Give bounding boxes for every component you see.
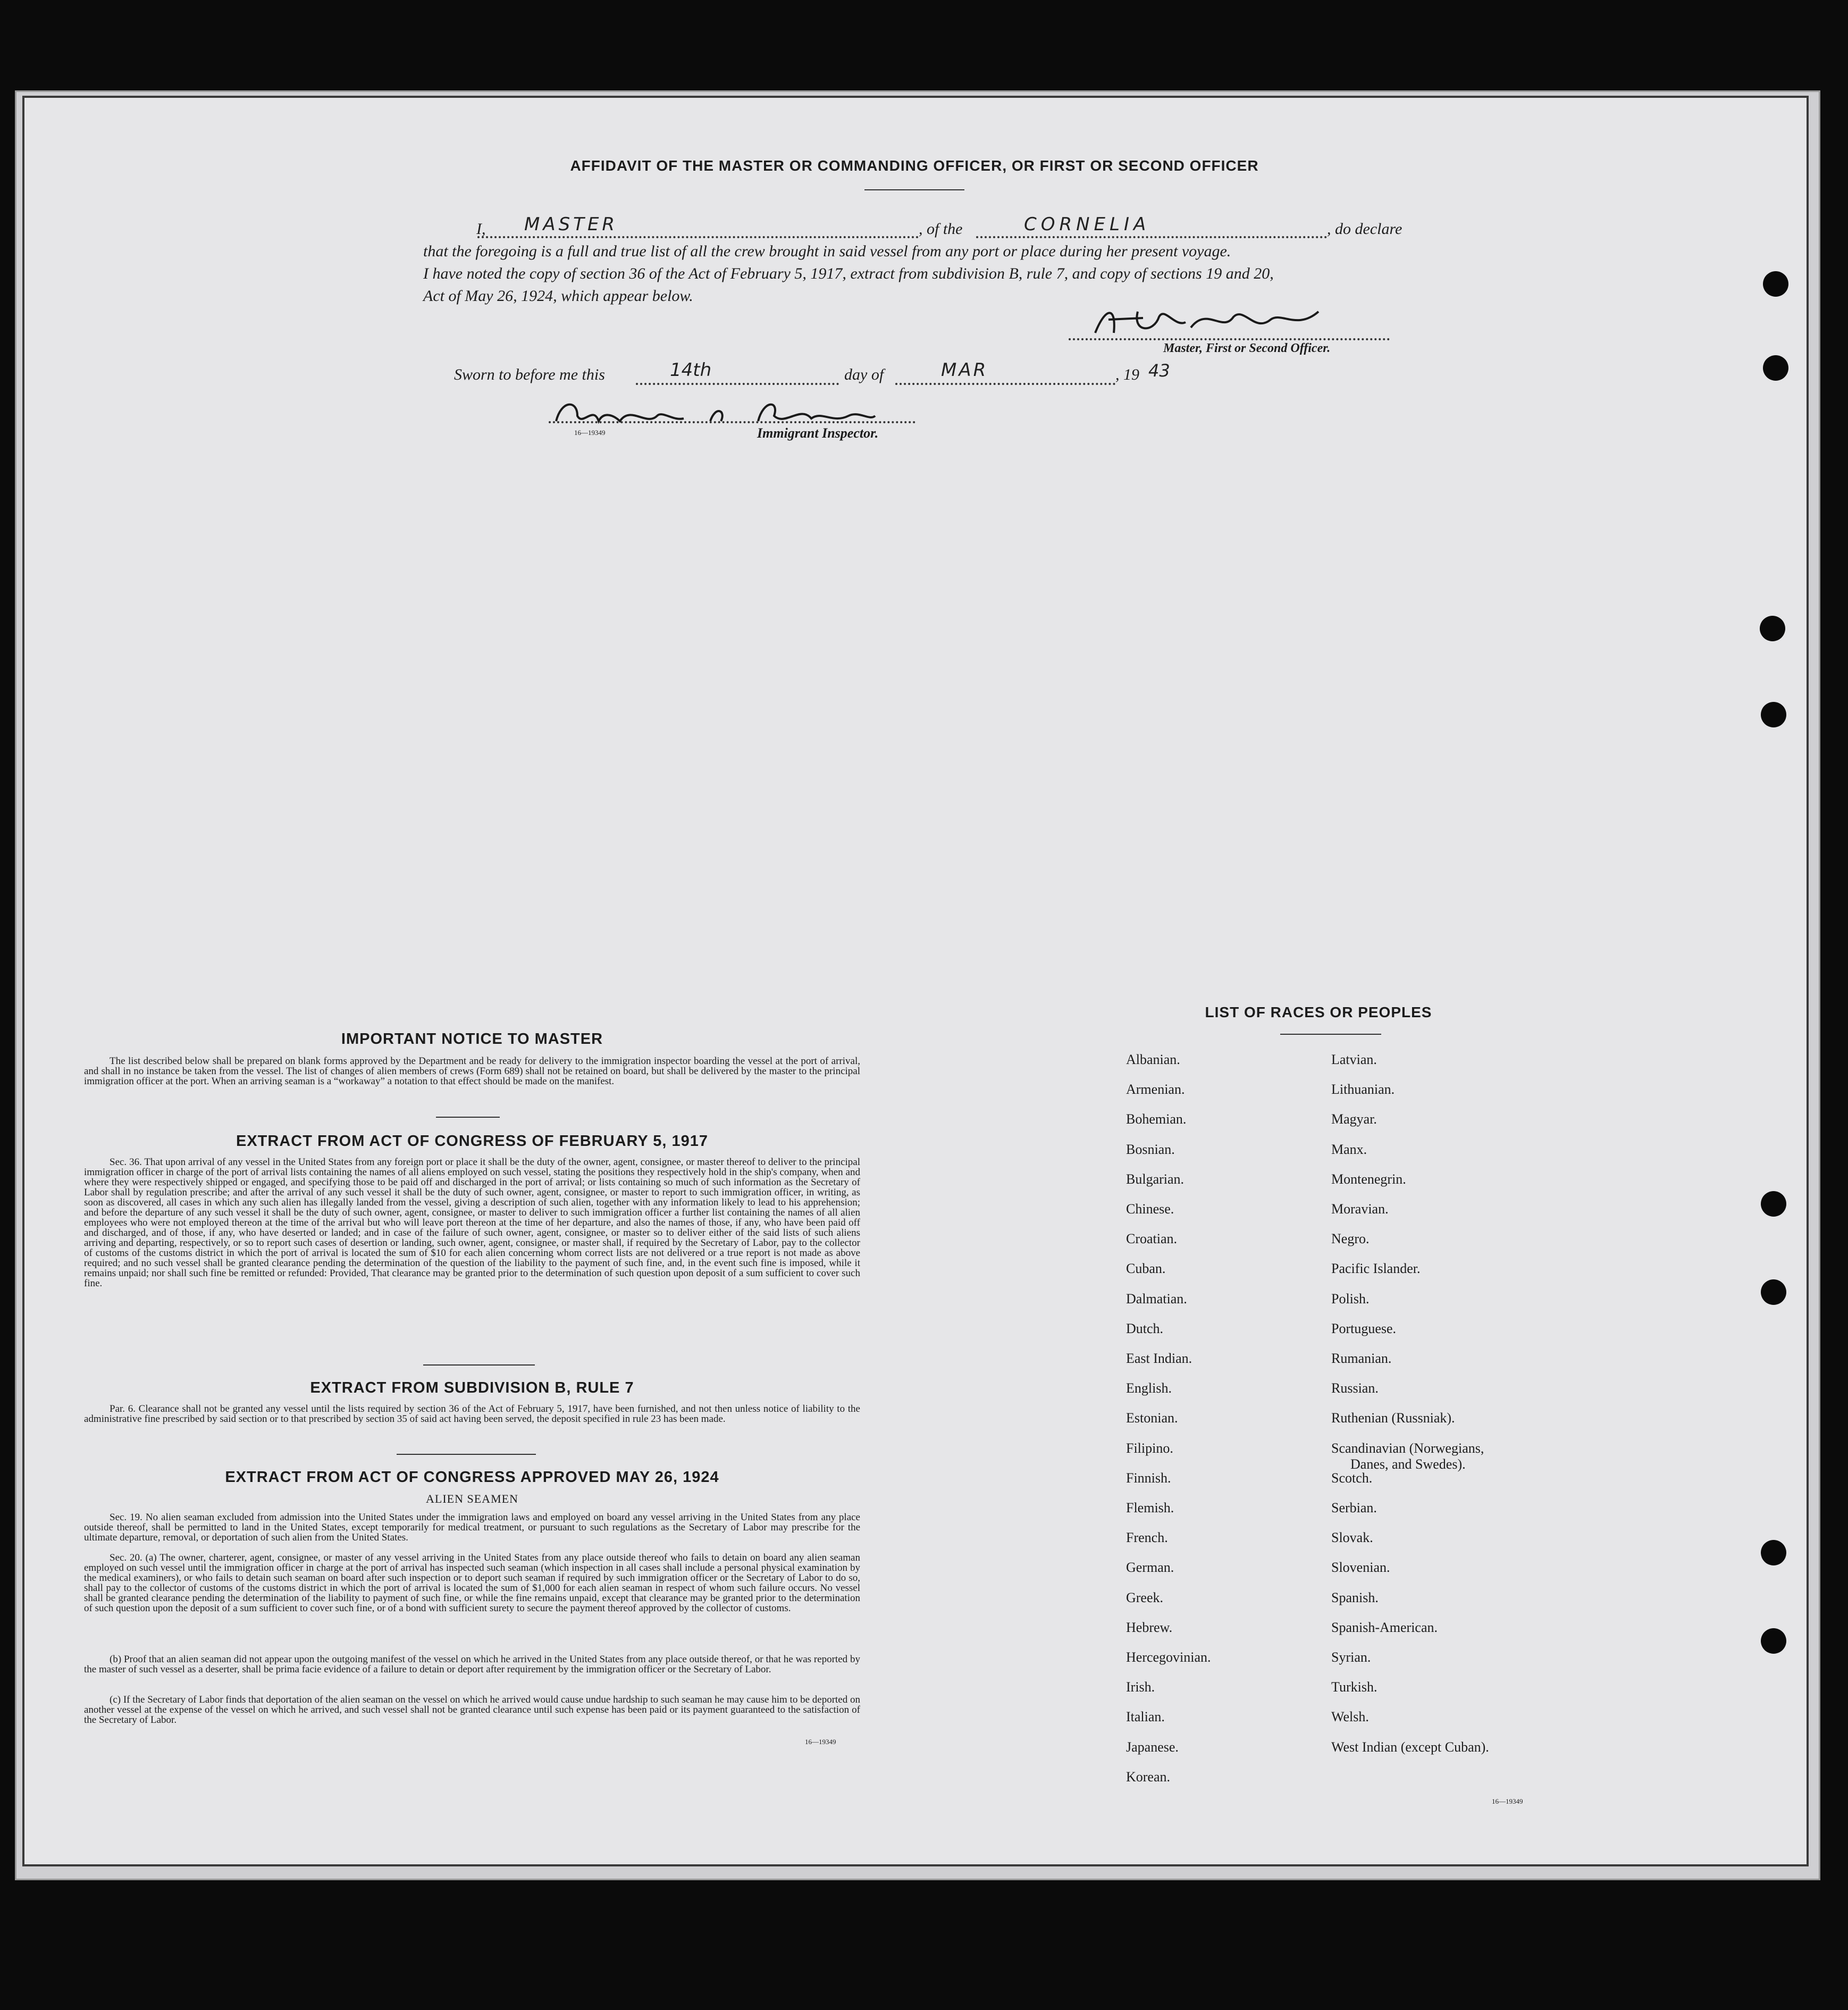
divider — [864, 189, 964, 190]
race-item: Ruthenian (Russniak). — [1331, 1410, 1455, 1426]
officer-label: Master, First or Second Officer. — [1163, 341, 1331, 355]
race-item: Finnish. — [1126, 1470, 1171, 1486]
punch-hole — [1761, 1628, 1786, 1654]
punch-hole — [1760, 616, 1785, 641]
race-item: Flemish. — [1126, 1500, 1174, 1515]
year-prefix: , 19 — [1115, 366, 1139, 383]
vessel-field-line — [976, 236, 1327, 238]
race-item: Italian. — [1126, 1709, 1165, 1725]
extract-1924-title: EXTRACT FROM ACT OF CONGRESS APPROVED MAY 26, 1924 — [225, 1469, 719, 1486]
punch-hole — [1763, 271, 1788, 297]
extract-form-number: 16—19349 — [805, 1738, 836, 1746]
officer-signature-line — [1069, 338, 1390, 340]
inspector-signature-line — [549, 421, 915, 423]
sec-20a-text: Sec. 20. (a) The owner, charterer, agent, consignee, or master of any vessel arriving in the United States from any place outside thereof who fails to detain on board any alien seaman employed on such vessel until the immigration officer in charge at the port of arrival has inspected such seaman (which inspection in all cases shall include a personal physical examination by the medical examiners), or who fails to detain such seaman on board after such inspection or to deport such seaman if required by such immigration officer or the Secretary of Labor to do so, shall pay to the collector of customs of the customs district in which the port of arrival is located the sum of $1,000 for each alien seaman in respect of whom such failure occurs. No vessel shall be granted clearance pending the determination of the liability to payment of such fine, or while the fine remains unpaid, except that clearance may be granted prior to the determination of such question upon the deposit of a sum sufficient to cover such fine, or of a bond with sufficient surety to secure the payment thereof approved by the collector of customs. — [84, 1552, 860, 1614]
inspector-label: Immigrant Inspector. — [757, 425, 879, 441]
sworn-day: 14th — [670, 359, 712, 381]
race-item: Magyar. — [1331, 1111, 1377, 1127]
race-item: Hercegovinian. — [1126, 1649, 1211, 1665]
race-item: Estonian. — [1126, 1410, 1178, 1426]
race-item: Filipino. — [1126, 1440, 1173, 1456]
race-item: East Indian. — [1126, 1351, 1192, 1366]
race-item: Cuban. — [1126, 1261, 1166, 1277]
race-item: Albanian. — [1126, 1052, 1180, 1067]
extract-1917-title: EXTRACT FROM ACT OF CONGRESS OF FEBRUARY 5, 1917 — [236, 1133, 709, 1150]
race-item: Chinese. — [1126, 1201, 1174, 1217]
sworn-month-line — [895, 383, 1115, 385]
sec-20b-text: (b) Proof that an alien seaman did not appear upon the outgoing manifest of the vessel on which he arrived in the United States from any place outside thereof, or that he was reported by the master of such vessel as a deserter, shall be prima facie evidence of a failure to detain or deport after requirement by the immigration officer or the Secretary of Labor. — [84, 1654, 860, 1675]
affidavit-line-3: I have noted the copy of section 36 of the Act of February 5, 1917, extract from subdivision B, rule 7, and copy of sections 19 and 20, — [423, 265, 1274, 282]
race-item: Russian. — [1331, 1380, 1379, 1396]
race-item: Korean. — [1126, 1769, 1171, 1785]
race-item: Welsh. — [1331, 1709, 1369, 1725]
race-item: Serbian. — [1331, 1500, 1377, 1515]
master-field: MASTER — [524, 214, 618, 235]
race-item: Spanish. — [1331, 1589, 1379, 1605]
race-item: Syrian. — [1331, 1649, 1371, 1665]
race-item: French. — [1126, 1530, 1168, 1546]
race-item: Irish. — [1126, 1679, 1155, 1695]
race-item: Slovak. — [1331, 1530, 1373, 1546]
of-the-label: , of the — [919, 220, 963, 238]
affidavit-i-label: I, — [476, 220, 486, 238]
notice-text: The list described below shall be prepared on blank forms approved by the Department and be ready for delivery to the immigration inspector boarding the vessel at the port of arrival, and shall in no instance be taken from the vessel. The list of changes of alien members of crews (Form 689) shall not be retained on board, but shall be delivered by the master to the principal immigration officer at the port. When an arriving seaman is a “workaway” a notation to that effect should be made on the manifest. — [84, 1056, 860, 1087]
race-item: English. — [1126, 1380, 1172, 1396]
race-item: Bulgarian. — [1126, 1171, 1185, 1187]
sworn-label: Sworn to before me this — [454, 366, 605, 383]
punch-hole — [1761, 1540, 1786, 1565]
divider — [423, 1364, 535, 1366]
race-item: Rumanian. — [1331, 1351, 1392, 1366]
race-item: Polish. — [1331, 1291, 1370, 1306]
race-item: Lithuanian. — [1331, 1082, 1395, 1098]
punch-hole — [1763, 355, 1788, 381]
extract-rule7-text: Par. 6. Clearance shall not be granted any vessel until the lists required by section 36 of the Act of February 5, 1917, have been furnished, and not then unless notice of liability to the administrative fine prescribed by said section or to that prescribed by section 35 of said act having been served, the deposit specified in rule 23 has been made. — [84, 1403, 860, 1425]
race-item: Dalmatian. — [1126, 1291, 1187, 1306]
race-item: Scandinavian (Norwegians, — [1331, 1440, 1484, 1456]
race-item: Portuguese. — [1331, 1320, 1397, 1336]
race-item: West Indian (except Cuban). — [1331, 1739, 1489, 1755]
divider — [1280, 1034, 1381, 1035]
race-item: Danes, and Swedes). — [1350, 1456, 1466, 1472]
sec-20c-text: (c) If the Secretary of Labor finds that deportation of the alien seaman on the vessel on which he arrived would cause undue hardship to such seaman he may cause him to be deported on another vessel at the expense of the vessel on which he arrived, and such vessel shall not be granted clearance until such expense has been paid or its payment guaranteed to the satisfaction of the Secretary of Labor. — [84, 1694, 860, 1726]
race-item: Spanish-American. — [1331, 1619, 1438, 1635]
extract-1917-text: Sec. 36. That upon arrival of any vessel in the United States from any foreign port or place it shall be the duty of the owner, agent, consignee, or master thereof to deliver to the principal immigration officer in charge of the port of arrival lists containing the names of all aliens employed on such vessel, stating the positions they respectively hold in the ship's company, when and where they were respectively shipped or engaged, and specifying those to be paid off and discharged in the port of arrival; or lists containing so much of such information as the Secretary of Labor shall by regulation prescribe; and after the arrival of any such vessel it shall be the duty of such owner, agent, consignee, or master to report to such immigration officer, in writing, as soon as discovered, all cases in which any such alien has illegally landed from the vessel, giving a description of such alien, together with any information likely to lead to his apprehension; and before the departure of any such vessel it shall be the duty of such owner, agent, consignee, or master to deliver to such immigration officer a further list containing the names of all alien employees who were not employed thereon at the time of the arrival but who will leave port thereon at the time of her departure, and also the names of those, if any, who have been paid off and discharged, and of those, if any, who have deserted or landed; and in case of the failure of such owner, agent, consignee, or master so to deliver either of the said lists of such aliens arriving and departing, respectively, or so to report such cases of desertion or landing, such owner, agent, consignee, or master shall, if required by the Secretary of Labor, pay to the collector of customs of the customs district in which the port of arrival is located the sum of $10 for each alien concerning whom correct lists are not delivered or a true report is not made as above required; and no such vessel shall be granted clearance pending the determination of the question of the liability to the payment of such fine, and, in the event such fine is imposed, while it remains unpaid; nor shall such fine be remitted or refunded: Provided, That clearance may be granted prior to the determination of such question upon deposit of a sum sufficient to cover such fine. — [84, 1157, 860, 1289]
master-signature — [1085, 301, 1340, 344]
race-item: Croatian. — [1126, 1231, 1178, 1247]
race-item: Turkish. — [1331, 1679, 1377, 1695]
race-item: Montenegrin. — [1331, 1171, 1406, 1187]
race-item: Armenian. — [1126, 1082, 1185, 1098]
vessel-field: CORNELIA — [1024, 214, 1150, 235]
punch-hole — [1761, 1279, 1786, 1305]
race-item: Dutch. — [1126, 1320, 1164, 1336]
race-item: Hebrew. — [1126, 1619, 1173, 1635]
affidavit-line-2: that the foregoing is a full and true list of all the crew brought in said vessel from any port or place during her present voyage. — [423, 242, 1231, 260]
punch-hole — [1761, 702, 1786, 727]
sworn-month: MAR — [941, 359, 988, 381]
races-title: LIST OF RACES OR PEOPLES — [1205, 1004, 1432, 1020]
punch-hole — [1761, 1191, 1786, 1217]
race-item: Bosnian. — [1126, 1141, 1175, 1157]
extract-rule7-title: EXTRACT FROM SUBDIVISION B, RULE 7 — [310, 1379, 634, 1396]
race-item: Moravian. — [1331, 1201, 1389, 1217]
race-item: Bohemian. — [1126, 1111, 1187, 1127]
extract-1924-subtitle: ALIEN SEAMEN — [426, 1492, 518, 1505]
races-form-number: 16—19349 — [1492, 1797, 1523, 1805]
divider — [397, 1454, 536, 1455]
race-item: Slovenian. — [1331, 1560, 1390, 1576]
declare-label: , do declare — [1327, 220, 1402, 238]
race-item: Manx. — [1331, 1141, 1367, 1157]
affidavit-line-4: Act of May 26, 1924, which appear below. — [423, 287, 693, 305]
race-item: Scotch. — [1331, 1470, 1373, 1486]
notice-title: IMPORTANT NOTICE TO MASTER — [341, 1031, 603, 1048]
race-item: Pacific Islander. — [1331, 1261, 1421, 1277]
divider — [436, 1117, 500, 1118]
race-item: German. — [1126, 1560, 1174, 1576]
affidavit-title: AFFIDAVIT OF THE MASTER OR COMMANDING OFFICER, OR FIRST OR SECOND OFFICER — [570, 157, 1259, 174]
master-field-line — [477, 236, 919, 238]
race-item: Latvian. — [1331, 1052, 1377, 1067]
race-item: Greek. — [1126, 1589, 1164, 1605]
day-of-label: day of — [844, 366, 884, 383]
race-item: Negro. — [1331, 1231, 1370, 1247]
race-item: Japanese. — [1126, 1739, 1179, 1755]
sworn-day-line — [636, 383, 839, 385]
affidavit-form-number: 16—19349 — [574, 429, 606, 437]
sec-19-text: Sec. 19. No alien seaman excluded from admission into the United States under the immigration laws and employed on board any vessel arriving in the United States from any place outside thereof, shall be permitted to land in the United States, except temporarily for medical treatment, or pursuant to such regulations as the Secretary of Labor may prescribe for the ultimate departure, removal, or deportation of such alien from the United States. — [84, 1512, 860, 1543]
sworn-year: 43 — [1148, 361, 1170, 381]
